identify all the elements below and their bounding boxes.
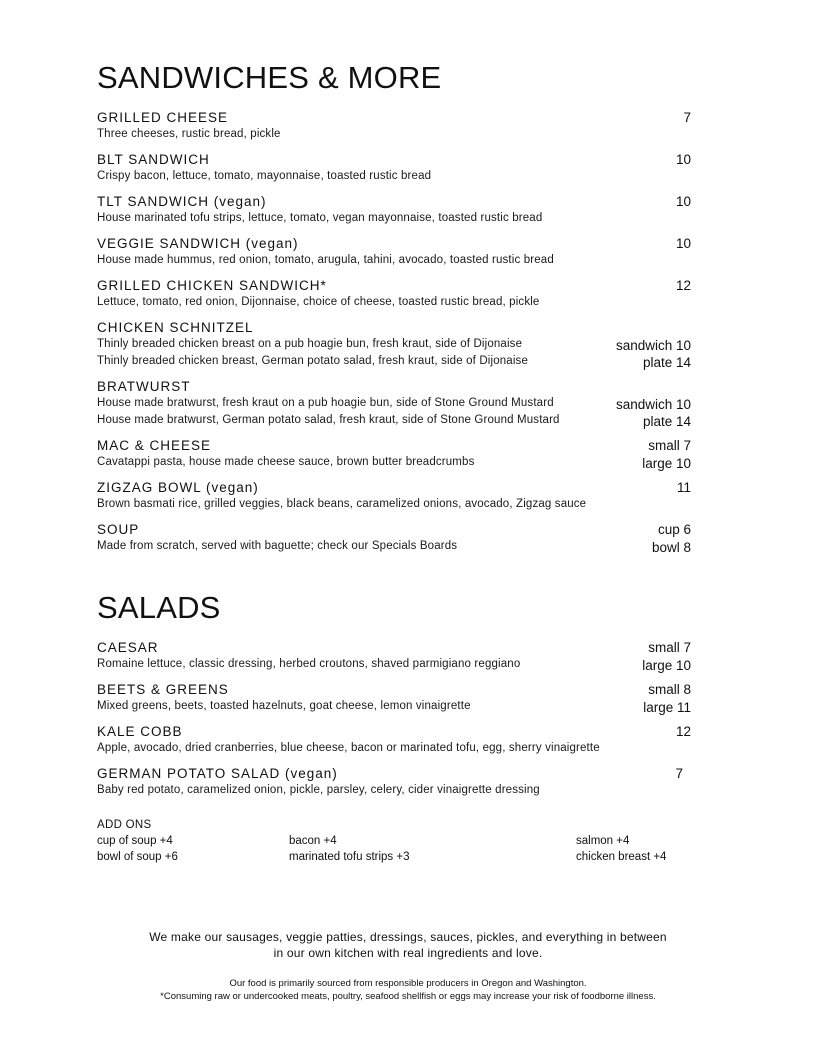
item-price-plate: plate 14 [642,414,691,429]
item-name: BRATWURST [97,379,191,394]
menu-item-beets-and-greens [97,681,697,715]
item-name: KALE COBB [97,724,183,739]
item-name: MAC & CHEESE [97,438,212,453]
menu-item-soup [97,521,697,555]
add-on-item: chicken breast +4 [576,851,667,863]
item-name: BLT SANDWICH [97,152,210,167]
section-title-salads: SALADS [97,590,221,625]
section-title-sandwiches: SANDWICHES & MORE [97,60,442,95]
item-name: BEETS & GREENS [97,682,229,697]
menu-item-blt-sandwich [97,151,697,185]
item-price: 11 [676,480,691,495]
menu-item-caesar [97,639,697,673]
item-description: Apple, avocado, dried cranberries, blue cheese, bacon or marinated tofu, egg, sherry vinaigrette [97,742,600,754]
item-name: TLT SANDWICH (vegan) [97,194,267,209]
item-description: House made hummus, red onion, tomato, arugula, tahini, avocado, toasted rustic bread [97,254,554,266]
menu-item-tlt-sandwich [97,193,697,227]
item-name: GERMAN POTATO SALAD (vegan) [97,766,338,781]
item-price-small: small 7 [648,640,691,655]
kitchen-note-line: We make our sausages, veggie patties, dressings, sauces, pickles, and everything in between [149,930,667,944]
item-name: VEGGIE SANDWICH (vegan) [97,236,299,251]
menu-item-german-potato-salad [97,765,697,799]
item-price: 7 [675,766,683,781]
item-price: 12 [675,724,691,739]
item-description: Romaine lettuce, classic dressing, herbed croutons, shaved parmigiano reggiano [97,658,521,670]
item-description: House made bratwurst, fresh kraut on a pub hoagie bun, side of Stone Ground Mustard [97,397,554,409]
item-price: 10 [675,194,691,209]
item-description: House made bratwurst, German potato salad, fresh kraut, side of Stone Ground Mustard [97,414,560,426]
menu-item-kale-cobb [97,723,697,757]
item-description: Crispy bacon, lettuce, tomato, mayonnaise, toasted rustic bread [97,170,432,182]
foodborne-illness-warning: *Consuming raw or undercooked meats, poultry, seafood shellfish or eggs may increase your risk of foodborne illness. [160,991,656,1002]
item-description: Mixed greens, beets, toasted hazelnuts, goat cheese, lemon vinaigrette [97,700,471,712]
add-on-item: cup of soup +4 [97,835,173,847]
add-on-item: bowl of soup +6 [97,851,178,863]
menu-item-grilled-chicken-sandwich [97,277,697,311]
item-price-cup: cup 6 [657,522,691,537]
item-price-large: large 10 [642,456,691,471]
item-description: Brown basmati rice, grilled veggies, black beans, caramelized onions, avocado, Zigzag sauce [97,498,587,510]
item-price-small: small 8 [648,682,691,697]
item-name: SOUP [97,522,140,537]
add-ons-title: ADD ONS [97,819,152,831]
item-description: Made from scratch, served with baguette; check our Specials Boards [97,540,458,552]
item-price-large: large 10 [642,658,691,673]
item-name: ZIGZAG BOWL (vegan) [97,480,259,495]
sourcing-disclaimer [0,977,816,1003]
add-ons-row [97,833,717,849]
item-description: Three cheeses, rustic bread, pickle [97,128,281,140]
item-price-plate: plate 14 [642,355,691,370]
item-price: 7 [683,110,691,125]
item-price-sandwich: sandwich 10 [615,397,691,412]
kitchen-note [0,929,816,961]
item-price: 10 [675,236,691,251]
menu-item-zigzag-bowl [97,479,697,513]
item-price-bowl: bowl 8 [651,540,691,555]
menu-item-chicken-schnitzel [97,319,697,370]
item-price-sandwich: sandwich 10 [615,338,691,353]
salads-list [97,639,697,807]
menu-item-bratwurst [97,378,697,429]
add-ons [97,817,717,865]
add-on-item: bacon +4 [289,835,337,847]
item-description: Lettuce, tomato, red onion, Dijonnaise, choice of cheese, toasted rustic bread, pickle [97,296,540,308]
item-description: House marinated tofu strips, lettuce, tomato, vegan mayonnaise, toasted rustic bread [97,212,543,224]
menu-item-veggie-sandwich [97,235,697,269]
item-name: GRILLED CHICKEN SANDWICH* [97,278,327,293]
kitchen-note-line: in our own kitchen with real ingredients and love. [273,946,543,960]
item-description: Thinly breaded chicken breast, German potato salad, fresh kraut, side of Dijonaise [97,355,528,367]
item-name: GRILLED CHEESE [97,110,229,125]
add-ons-row [97,849,717,865]
sandwiches-list [97,109,697,563]
item-price: 12 [675,278,691,293]
item-price: 10 [675,152,691,167]
item-description: Thinly breaded chicken breast on a pub hoagie bun, fresh kraut, side of Dijonaise [97,338,523,350]
menu-item-grilled-cheese [97,109,697,143]
item-price-small: small 7 [648,438,691,453]
item-price-large: large 11 [643,700,691,715]
sourcing-note: Our food is primarily sourced from responsible producers in Oregon and Washington. [229,978,587,989]
item-description: Baby red potato, caramelized onion, pickle, parsley, celery, cider vinaigrette dressing [97,784,540,796]
add-on-item: marinated tofu strips +3 [289,851,410,863]
item-description: Cavatappi pasta, house made cheese sauce, brown butter breadcrumbs [97,456,475,468]
item-name: CHICKEN SCHNITZEL [97,320,254,335]
add-on-item: salmon +4 [576,835,630,847]
item-name: CAESAR [97,640,159,655]
menu-item-mac-and-cheese [97,437,697,471]
